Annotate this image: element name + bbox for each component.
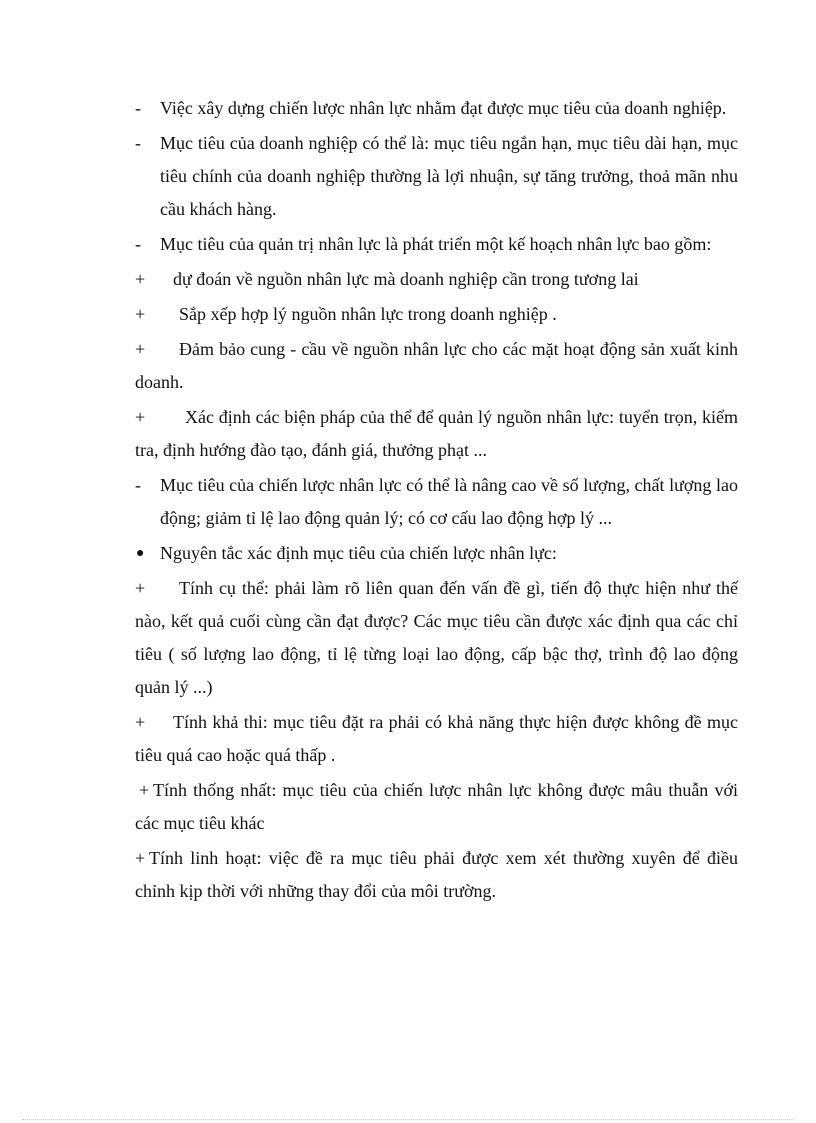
paragraph-plus-3 bbox=[135, 333, 738, 399]
paragraph-text: dự đoán về nguồn nhân lực mà doanh nghiệp cần trong tương lai bbox=[173, 269, 639, 289]
dash-marker: - bbox=[135, 98, 141, 118]
bullet-icon: ● bbox=[136, 546, 145, 561]
paragraph-plus-1 bbox=[135, 263, 738, 296]
paragraph-text: Tính thống nhất: mục tiêu của chiến lược nhân lực không được mâu thuẫn với các mục tiêu khác bbox=[135, 780, 738, 833]
paragraph-plus-5 bbox=[135, 572, 738, 704]
paragraph-text: Sắp xếp hợp lý nguồn nhân lực trong doanh nghiệp . bbox=[179, 304, 557, 324]
plus-marker: + bbox=[135, 407, 146, 427]
document-body bbox=[135, 92, 738, 910]
paragraph-dash-3 bbox=[135, 228, 738, 261]
paragraph-plus-8 bbox=[135, 842, 738, 908]
plus-marker: + bbox=[135, 304, 146, 324]
paragraph-text: Việc xây dựng chiến lược nhân lực nhằm đạt được mục tiêu của doanh nghiệp. bbox=[160, 98, 727, 118]
paragraph-text: Mục tiêu của doanh nghiệp có thể là: mục tiêu ngắn hạn, mục tiêu dài hạn, mục tiêu chính của doanh nghiệp thường là lợi nhuận, sự tăng trưởng, thoả mãn nhu cầu khách hàng. bbox=[160, 133, 738, 219]
paragraph-text: Nguyên tắc xác định mục tiêu của chiến lược nhân lực: bbox=[160, 543, 557, 563]
paragraph-text: Mục tiêu của chiến lược nhân lực có thể là nâng cao về số lượng, chất lượng lao động; giảm tỉ lệ lao động quản lý; có cơ cấu lao động hợp lý ... bbox=[160, 475, 738, 528]
plus-marker: + bbox=[135, 269, 146, 289]
paragraph-text: Tính khả thi: mục tiêu đặt ra phải có khả năng thực hiện được không đề mục tiêu quá cao hoặc quá thấp . bbox=[135, 712, 738, 765]
dash-marker: - bbox=[135, 475, 141, 495]
paragraph-dash-1 bbox=[135, 92, 738, 125]
paragraph-plus-6 bbox=[135, 706, 738, 772]
paragraph-text: Đảm bảo cung - cầu về nguồn nhân lực cho các mặt hoạt động sản xuất kinh doanh. bbox=[135, 339, 738, 392]
paragraph-text: Tính linh hoạt: việc đề ra mục tiêu phải được xem xét thường xuyên để điều chỉnh kịp thời với những thay đổi của môi trường. bbox=[135, 848, 738, 901]
paragraph-text: Mục tiêu của quản trị nhân lực là phát triển một kế hoạch nhân lực bao gồm: bbox=[160, 234, 712, 254]
paragraph-dash-4 bbox=[135, 469, 738, 535]
plus-marker: + bbox=[135, 578, 146, 598]
paragraph-bullet-heading bbox=[135, 537, 738, 570]
dash-marker: - bbox=[135, 234, 141, 254]
paragraph-plus-7 bbox=[135, 774, 738, 840]
plus-marker: + bbox=[135, 848, 146, 868]
plus-marker: + bbox=[135, 339, 146, 359]
paragraph-text: Tính cụ thể: phải làm rõ liên quan đến vấn đề gì, tiến độ thực hiện như thế nào, kết quả cuối cùng cần đạt được? Các mục tiêu cần được xác định qua các chỉ tiêu ( số lượng lao động, tỉ lệ từng loại lao động, cấp bậc thợ, trình độ lao động quản lý ...) bbox=[135, 578, 738, 697]
paragraph-plus-2 bbox=[135, 298, 738, 331]
dash-marker: - bbox=[135, 133, 141, 153]
paragraph-plus-4 bbox=[135, 401, 738, 467]
paragraph-text: Xác định các biện pháp của thể để quản lý nguồn nhân lực: tuyển trọn, kiểm tra, định hướng đào tạo, đánh giá, thưởng phạt ... bbox=[135, 407, 738, 460]
plus-marker: + bbox=[135, 712, 146, 732]
plus-marker: + bbox=[139, 780, 150, 800]
paragraph-dash-2 bbox=[135, 127, 738, 226]
page-bottom-rule bbox=[22, 1119, 794, 1120]
